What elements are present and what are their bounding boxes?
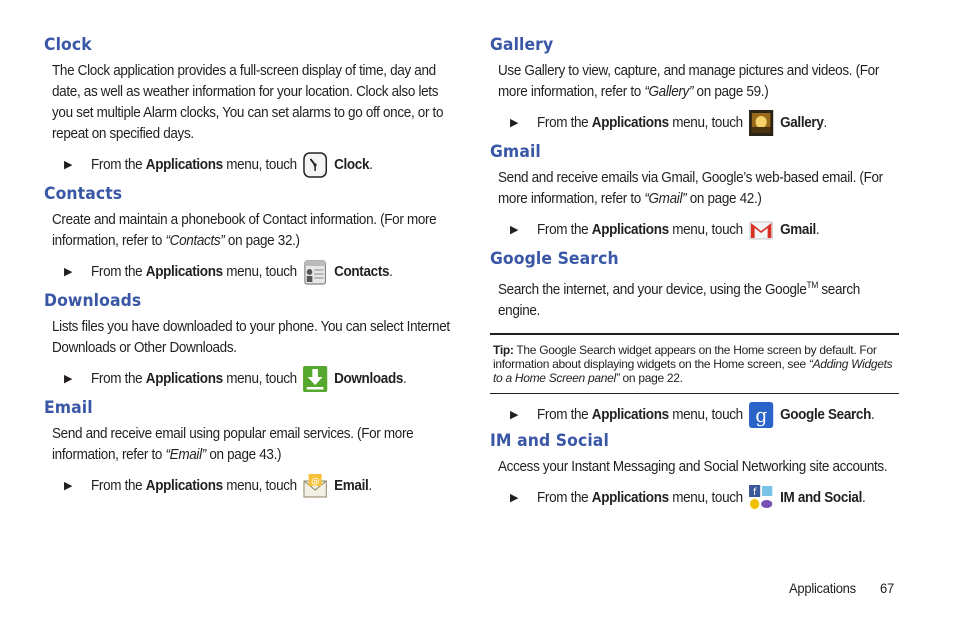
svg-text:g: g: [755, 403, 768, 428]
tip-label: Tip:: [493, 343, 514, 357]
body-im-social: Access your Instant Messaging and Social Networking site accounts.: [498, 459, 888, 475]
step-gallery: ▶ From the Applications menu, touch Gallery .: [510, 109, 900, 137]
svg-text:f: f: [753, 486, 757, 499]
svg-text:@: @: [311, 476, 320, 488]
section-gmail: [490, 142, 900, 244]
step-downloads: ▶ From the Applications menu, touch Downloads .: [64, 365, 454, 393]
heading-google-search: Google Search: [490, 249, 619, 269]
step-contacts: ▶ From the Applications menu, touch Contacts .: [64, 258, 454, 286]
step-gmail: ▶ From the Applications menu, touch Gmail .: [510, 216, 900, 244]
tip-text: The Google Search widget appears on the Home screen by default. For information about displaying widgets on the Home screen, see: [493, 343, 877, 371]
heading-gmail: Gmail: [490, 142, 541, 162]
bullet-arrow: ▶: [64, 266, 73, 278]
app-name-downloads: Downloads: [334, 371, 404, 387]
app-name-clock: Clock: [334, 157, 370, 173]
gallery-icon: [748, 109, 774, 137]
bullet-arrow: ▶: [510, 492, 519, 504]
app-name-gallery: Gallery: [780, 115, 824, 131]
download-icon: [302, 365, 328, 393]
step-im-social: ▶ From the Applications menu, touch f IM and Social .: [510, 484, 900, 512]
bullet-arrow: ▶: [510, 117, 519, 129]
heading-downloads: Downloads: [44, 291, 142, 311]
bullet-arrow: ▶: [64, 159, 73, 171]
body-downloads: Lists files you have downloaded to your phone. You can select Internet Downloads or Other Downloads.: [52, 319, 450, 356]
section-contacts: [44, 184, 454, 286]
contacts-icon: [302, 258, 328, 286]
tip-reference: “Adding Widgets to a Home Screen panel”: [493, 357, 893, 385]
app-name-google-search: Google Search: [780, 407, 872, 423]
bullet-arrow: ▶: [64, 373, 73, 385]
step-google-search: ▶ From the Applications menu, touch g Google Search .: [510, 401, 900, 429]
section-google-search-step: [490, 401, 900, 429]
heading-gallery: Gallery: [490, 35, 554, 55]
google-icon: [748, 401, 774, 429]
app-name-email: Email: [334, 478, 369, 494]
bullet-arrow: ▶: [510, 224, 519, 236]
body-gallery: Use Gallery to view, capture, and manage pictures and videos. (For more information, refer to “Gallery” on page 59.): [498, 63, 880, 100]
section-downloads: [44, 291, 454, 393]
heading-im-social: IM and Social: [490, 431, 609, 451]
page-footer: [789, 580, 894, 596]
section-email: [44, 398, 454, 500]
heading-clock: Clock: [44, 35, 92, 55]
tip-box: Tip: The Google Search widget appears on the Home screen by default. For information about displaying widgets on the Home screen, see “Adding Widgets to a Home Screen panel” on page 22.: [490, 333, 899, 394]
section-clock: [44, 35, 454, 179]
heading-email: Email: [44, 398, 93, 418]
body-gmail: Send and receive emails via Gmail, Google’s web-based email. (For more information, refer to “Gmail” on page 42.): [498, 170, 883, 207]
step-email: ▶ From the Applications menu, touch @ Email .: [64, 472, 454, 500]
footer-section: Applications: [789, 580, 856, 596]
app-name-contacts: Contacts: [334, 264, 390, 280]
page-number: 67: [880, 580, 894, 596]
gmail-icon: [748, 216, 774, 244]
email-icon: [302, 472, 328, 500]
step-clock: ▶ From the Applications menu, touch Clock .: [64, 151, 454, 179]
section-gallery: [490, 35, 900, 137]
app-name-gmail: Gmail: [780, 222, 816, 238]
body-google-search: Search the internet, and your device, using the Google™ search engine.: [498, 280, 860, 319]
body-clock: The Clock application provides a full-screen display of time, day and date, as well as weather information for your location. Clock also lets you set multiple Alarm clocks, You can set alarms to go off once, or to repeat on specified days.: [52, 63, 444, 142]
clock-icon: [302, 151, 328, 179]
app-name-im-social: IM and Social: [780, 490, 863, 506]
body-contacts: Create and maintain a phonebook of Contact information. (For more information, refer to “Contacts” on page 32.): [52, 212, 437, 249]
section-im-social: [490, 431, 900, 512]
bullet-arrow: ▶: [510, 409, 519, 421]
im-social-icon: [748, 484, 774, 512]
heading-contacts: Contacts: [44, 184, 123, 204]
bullet-arrow: ▶: [64, 480, 73, 492]
section-google-search: [490, 249, 900, 322]
body-email: Send and receive email using popular email services. (For more information, refer to “Email” on page 43.): [52, 426, 414, 463]
